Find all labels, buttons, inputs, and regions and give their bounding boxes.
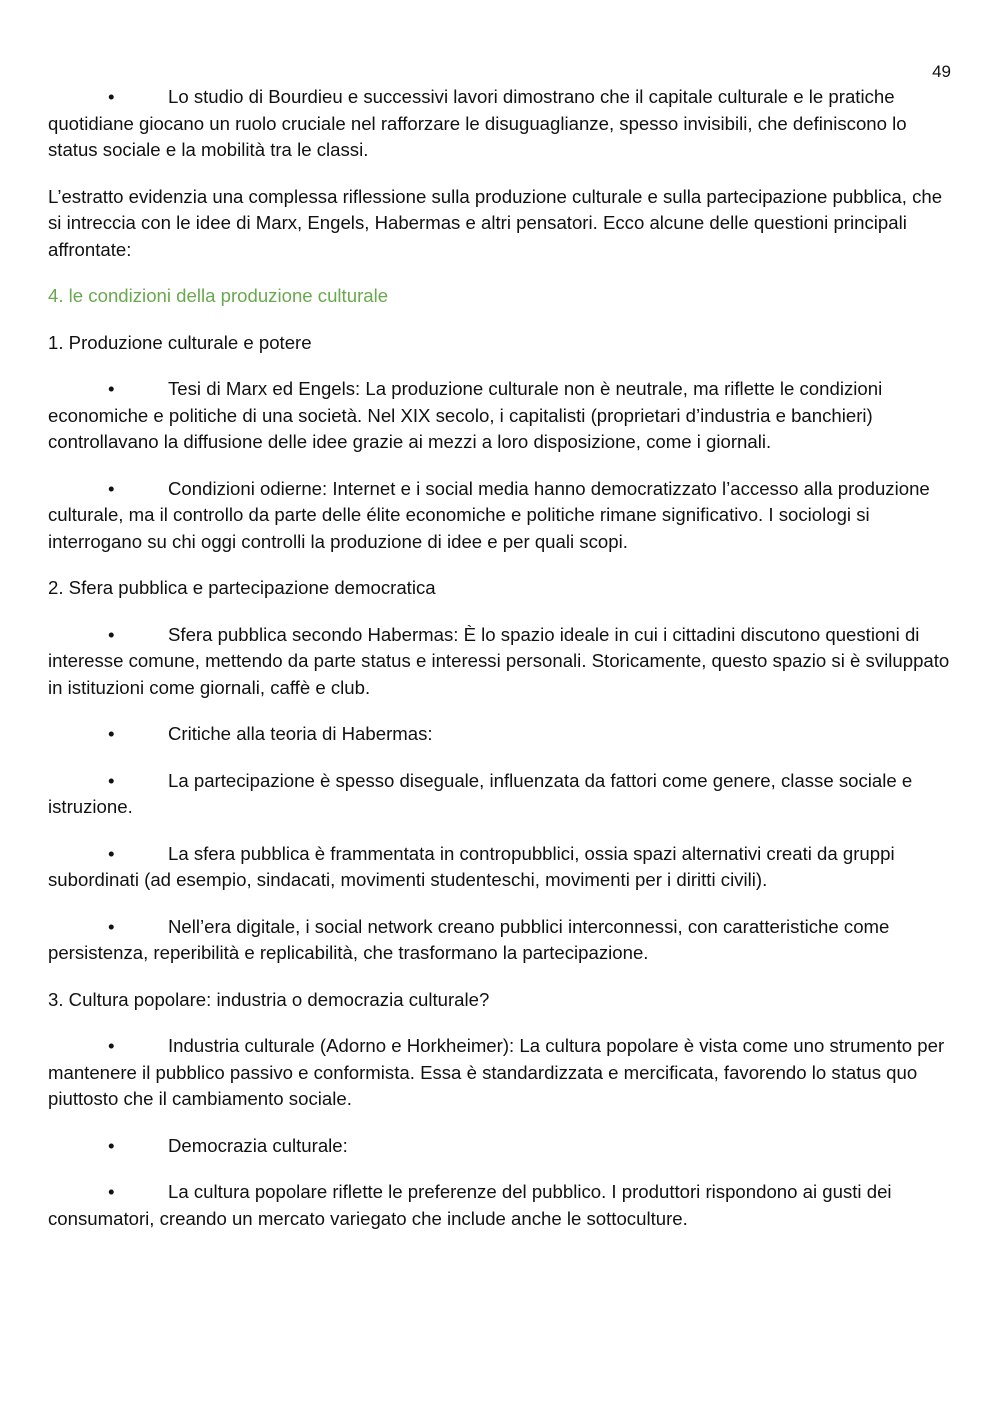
bullet-text: La cultura popolare riflette le preferenze del pubblico. I produttori rispondono ai gusti dei consumatori, creando un mercato variegato che include anche le sottoculture. — [48, 1181, 892, 1229]
bullet-paragraph — [48, 1133, 954, 1160]
section-heading: 4. le condizioni della produzione culturale — [48, 285, 389, 306]
bullet-icon: • — [108, 1134, 115, 1156]
bullet-text: Industria culturale (Adorno e Horkheimer): La cultura popolare è vista come uno strumento per mantenere il pubblico passivo e conformista. Essa è standardizzata e mercificata, favorendo lo status quo piuttosto che il cambiamento sociale. — [48, 1035, 945, 1109]
bullet-icon: • — [108, 842, 115, 864]
bullet-icon: • — [108, 86, 115, 107]
bullet-icon: • — [108, 378, 115, 399]
page-number: 49 — [932, 62, 951, 81]
bullet-text: Sfera pubblica secondo Habermas: È lo spazio ideale in cui i cittadini discutono questioni di interesse comune, mettendo da parte status e interessi personali. Storicamente, questo spazio si è sviluppato in istituzioni come giornali, caffè e club. — [48, 623, 950, 698]
bullet-paragraph — [48, 84, 954, 164]
subsection-title: 1. Produzione culturale e potere — [48, 331, 312, 353]
bullet-paragraph — [48, 768, 954, 821]
bullet-text: Condizioni odierne: Internet e i social media hanno democratizzato l’accesso alla produzione culturale, ma il controllo da parte delle élite economiche e politiche rimane significativo. I sociologi si interrogano su chi oggi controlli la produzione di idee e per quali scopi. — [48, 477, 930, 552]
bullet-icon: • — [108, 723, 115, 744]
subsection-title: 2. Sfera pubblica e partecipazione democratica — [48, 577, 436, 598]
bullet-paragraph — [48, 1033, 954, 1113]
bullet-icon: • — [108, 1181, 115, 1202]
bullet-paragraph — [48, 476, 954, 556]
subsection-title: 3. Cultura popolare: industria o democrazia culturale? — [48, 988, 490, 1010]
bullet-text: Democrazia culturale: — [168, 1134, 348, 1156]
bullet-paragraph — [48, 914, 954, 967]
document-body — [48, 84, 954, 1252]
bullet-icon: • — [108, 915, 115, 937]
bullet-paragraph — [48, 721, 954, 748]
bullet-icon: • — [108, 1035, 115, 1056]
bullet-paragraph — [48, 622, 954, 702]
bullet-paragraph — [48, 376, 954, 456]
bullet-text: La sfera pubblica è frammentata in contropubblici, ossia spazi alternativi creati da gruppi subordinati (ad esempio, sindacati, movimenti studenteschi, movimenti per i diritti civili). — [48, 842, 895, 890]
bullet-text: Tesi di Marx ed Engels: La produzione culturale non è neutrale, ma riflette le condizioni economiche e politiche di una società. Nel XIX secolo, i capitalisti (proprietari d’industria e banchieri) controllavano la diffusione delle idee grazie ai mezzi a loro disposizione, come i giornali. — [48, 378, 883, 452]
bullet-paragraph — [48, 1179, 954, 1232]
bullet-icon: • — [108, 623, 115, 645]
paragraph: L’estratto evidenzia una complessa riflessione sulla produzione culturale e sulla partecipazione pubblica, che si intreccia con le idee di Marx, Engels, Habermas e altri pensatori. Ecco alcune delle questioni principali affrontate: — [48, 185, 943, 260]
bullet-text: La partecipazione è spesso diseguale, influenzata da fattori come genere, classe sociale e istruzione. — [48, 769, 913, 817]
bullet-text: Nell’era digitale, i social network creano pubblici interconnessi, con caratteristiche come persistenza, reperibilità e replicabilità, che trasformano la partecipazione. — [48, 915, 890, 963]
bullet-icon: • — [108, 769, 115, 791]
bullet-paragraph — [48, 841, 954, 894]
bullet-text: Critiche alla teoria di Habermas: — [168, 723, 433, 744]
bullet-icon: • — [108, 477, 115, 499]
bullet-text: Lo studio di Bourdieu e successivi lavori dimostrano che il capitale culturale e le pratiche quotidiane giocano un ruolo cruciale nel rafforzare le disuguaglianze, spesso invisibili, che definiscono lo status sociale e la mobilità tra le classi. — [48, 86, 907, 160]
